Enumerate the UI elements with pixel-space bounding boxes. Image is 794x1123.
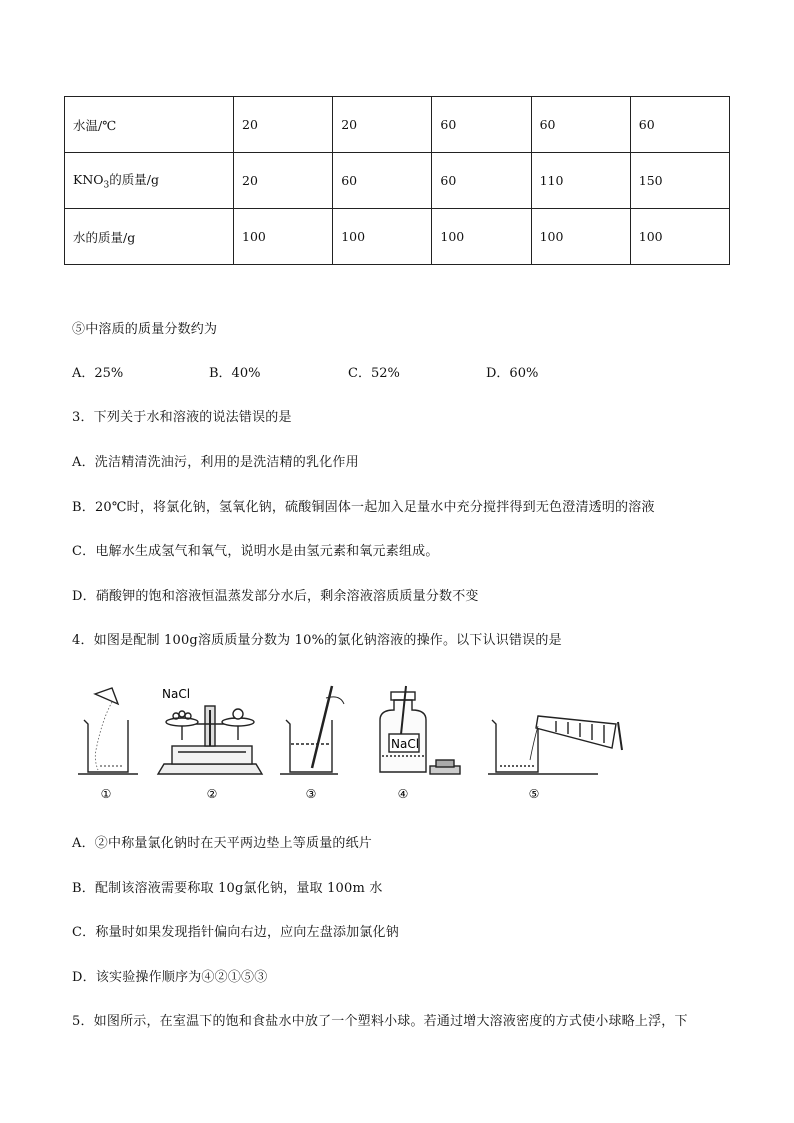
q3-stem: 3．下列关于水和溶液的说法错误的是 bbox=[72, 410, 292, 425]
table-cell: 60 bbox=[432, 97, 531, 153]
caption-step-4: ④ bbox=[397, 787, 409, 801]
table-cell: 60 bbox=[531, 97, 630, 153]
table-row bbox=[65, 153, 730, 209]
q4-option-c: C．称量时如果发现指针偏向右边，应向左盘添加氯化钠 bbox=[72, 925, 399, 940]
q2-prompt: ⑤中溶质的质量分数约为 bbox=[72, 322, 218, 337]
q2-option-b: B．40% bbox=[209, 366, 261, 381]
caption-step-3: ③ bbox=[305, 787, 317, 801]
row-header: 水的质量/g bbox=[65, 209, 234, 265]
q2-option-c: C．52% bbox=[348, 366, 400, 381]
table-cell: 20 bbox=[234, 97, 333, 153]
table-cell: 20 bbox=[234, 153, 333, 209]
row-header: 水温/℃ bbox=[65, 97, 234, 153]
table-cell: 100 bbox=[333, 209, 432, 265]
step-4-reagent-bottle-drawing bbox=[380, 686, 460, 774]
step-3-stirring-beaker-drawing bbox=[280, 686, 344, 774]
caption-step-1: ① bbox=[100, 787, 112, 801]
table-cell: 100 bbox=[234, 209, 333, 265]
q3-option-a: A．洗洁精清洗油污，利用的是洗洁精的乳化作用 bbox=[72, 455, 359, 470]
nacl-label-balance: NaCl bbox=[162, 687, 191, 701]
table-cell: 60 bbox=[333, 153, 432, 209]
table-cell: 60 bbox=[432, 153, 531, 209]
q2-option-a: A．25% bbox=[72, 366, 124, 381]
step-1-pouring-beaker-drawing bbox=[78, 688, 138, 774]
table-cell: 150 bbox=[630, 153, 729, 209]
q5-stem: 5．如图所示，在室温下的饱和食盐水中放了一个塑料小球。若通过增大溶液密度的方式使小球略上浮，下 bbox=[72, 1014, 688, 1029]
row-header: $KNO_3$的质量/g bbox=[65, 153, 234, 209]
caption-step-5: ⑤ bbox=[528, 787, 540, 801]
table-cell: 100 bbox=[432, 209, 531, 265]
q3-option-d: D．硝酸钾的饱和溶液恒温蒸发部分水后，剩余溶液溶质质量分数不变 bbox=[72, 589, 479, 604]
q4-option-b: B．配制该溶液需要称取 10g氯化钠，量取 100m 水 bbox=[72, 881, 383, 896]
nacl-label-bottle: NaCl bbox=[391, 737, 420, 751]
q3-option-b: B．20℃时，将氯化钠，氢氧化钠，硫酸铜固体一起加入足量水中充分搅拌得到无色澄清透明的溶液 bbox=[72, 500, 655, 515]
table-row bbox=[65, 97, 730, 153]
q2-option-d: D．60% bbox=[486, 366, 539, 381]
table-row bbox=[65, 209, 730, 265]
step-2-balance-drawing bbox=[158, 706, 262, 774]
table-cell: 100 bbox=[531, 209, 630, 265]
kno3-data-table bbox=[64, 96, 730, 265]
q3-option-c: C．电解水生成氢气和氧气，说明水是由氢元素和氧元素组成。 bbox=[72, 544, 439, 559]
q4-stem: 4．如图是配制 100g溶质质量分数为 10%的氯化钠溶液的操作。以下认识错误的是 bbox=[72, 633, 562, 648]
q4-option-d: D．该实验操作顺序为④②①⑤③ bbox=[72, 970, 268, 985]
table-cell: 100 bbox=[630, 209, 729, 265]
table-cell: 110 bbox=[531, 153, 630, 209]
q4-option-a: A．②中称量氯化钠时在天平两边垫上等质量的纸片 bbox=[72, 836, 372, 851]
caption-step-2: ② bbox=[206, 787, 218, 801]
solution-preparation-figure bbox=[60, 680, 640, 805]
table-cell: 60 bbox=[630, 97, 729, 153]
table-cell: 20 bbox=[333, 97, 432, 153]
step-5-cylinder-pouring-drawing bbox=[488, 716, 622, 774]
